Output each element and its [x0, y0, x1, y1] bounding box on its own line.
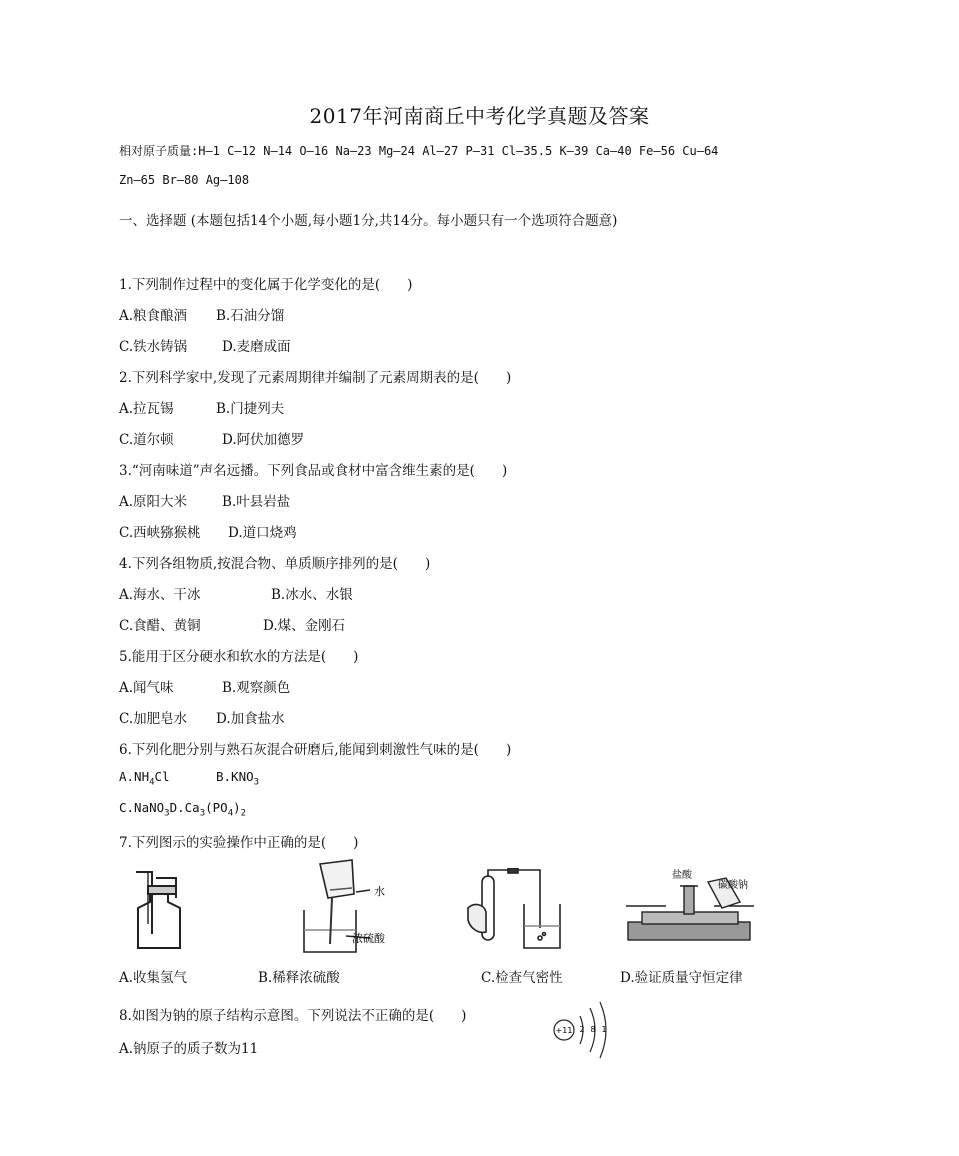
page-title: 2017年河南商丘中考化学真题及答案: [309, 104, 650, 128]
question-5-options-cd: [119, 707, 285, 727]
figure-c-caption: C.检查气密性: [481, 970, 563, 986]
option-d: D.煤、金刚石: [263, 618, 346, 634]
shell-1-count: 2: [579, 1025, 585, 1034]
option-d: $D.Ca_3(PO_4)_2$: [169, 800, 247, 819]
atomic-mass-line-2: Zn—65 Br—80 Ag—108: [119, 173, 250, 187]
dilute-acid-figure: [290, 858, 400, 958]
option-c: C.加肥皂水: [119, 711, 188, 727]
option-c: C.道尔顿: [119, 432, 174, 448]
option-d: D.加食盐水: [216, 711, 285, 727]
question-2-options-ab: [119, 397, 284, 417]
figure-a-caption: A.收集氢气: [119, 970, 188, 986]
question-2-options-cd: [119, 428, 304, 448]
option-d: D.阿伏加德罗: [222, 432, 305, 448]
option-d: D.麦磨成面: [222, 339, 291, 355]
option-a: A.闻气味: [119, 680, 174, 696]
question-3-stem: 3.“河南味道”声名远播。下列食品或食材中富含维生素的是( ): [119, 463, 508, 479]
option-d: D.道口烧鸡: [228, 525, 297, 541]
option-b: B.叶县岩盐: [222, 494, 291, 510]
question-8-option-a: A.钠原子的质子数为11: [119, 1041, 259, 1057]
hcl-label: 盐酸: [672, 870, 692, 881]
option-a: A.海水、干冰: [119, 587, 201, 603]
question-1-options-ab: [119, 304, 284, 324]
option-c: C.食醋、黄铜: [119, 618, 201, 634]
na2co3-label: 碳酸钠: [718, 880, 748, 891]
option-b: B.观察颜色: [222, 680, 291, 696]
option-c: C.NaNO$_3$: [119, 800, 170, 819]
question-8-stem: 8.如图为钠的原子结构示意图。下列说法不正确的是( ): [119, 1008, 467, 1024]
question-5-options-ab: [119, 676, 290, 696]
question-4-stem: 4.下列各组物质,按混合物、单质顺序排列的是( ): [119, 556, 431, 572]
option-c: C.西峡猕猴桃: [119, 525, 201, 541]
option-a: A.粮食酿酒: [119, 308, 188, 324]
question-6-options-cd: [119, 800, 246, 819]
option-a: $A.NH_4Cl$: [119, 769, 170, 788]
conc-acid-label: 浓硫酸: [352, 932, 385, 945]
option-c: C.铁水铸锅: [119, 339, 188, 355]
question-6-stem: 6.下列化肥分别与熟石灰混合研磨后,能闻到刺激性气味的是( ): [119, 742, 512, 758]
question-1-options-cd: [119, 335, 291, 355]
balance-figure: [622, 866, 762, 946]
water-label: 水: [374, 885, 385, 898]
figure-b-caption: B.稀释浓硫酸: [258, 970, 340, 986]
shell-3-count: 1: [601, 1025, 607, 1034]
sodium-atom-diagram: [552, 1000, 612, 1062]
section-heading: 一、选择题 (本题包括14个小题,每小题1分,共14分。每小题只有一个选项符合题意): [119, 213, 618, 229]
figure-d-caption: D.验证质量守恒定律: [620, 970, 743, 986]
nucleus-label: +11: [555, 1026, 573, 1035]
option-b: B.石油分馏: [216, 308, 285, 324]
option-b: B.冰水、水银: [271, 587, 353, 603]
question-5-stem: 5.能用于区分硬水和软水的方法是( ): [119, 649, 359, 665]
question-1-stem: 1.下列制作过程中的变化属于化学变化的是( ): [119, 277, 413, 293]
question-3-options-cd: [119, 521, 297, 541]
shell-2-count: 8: [590, 1025, 596, 1034]
option-b: $B.KNO_3$: [216, 769, 260, 788]
atomic-mass-line-1: 相对原子质量:H—1 C—12 N—14 O—16 Na—23 Mg—24 Al—27 P—31 Cl—35.5 K—39 Ca—40 Fe—56 Cu—64: [119, 144, 719, 158]
question-4-options-ab: [119, 583, 353, 603]
option-b: B.门捷列夫: [216, 401, 285, 417]
question-6-options-ab: [119, 769, 259, 788]
question-7-stem: 7.下列图示的实验操作中正确的是( ): [119, 835, 359, 851]
gas-collection-bottle-figure: [128, 868, 188, 952]
question-4-options-cd: [119, 614, 345, 634]
option-a: A.拉瓦锡: [119, 401, 174, 417]
option-a: A.原阳大米: [119, 494, 188, 510]
question-3-options-ab: [119, 490, 290, 510]
air-tightness-figure: [464, 868, 564, 954]
question-2-stem: 2.下列科学家中,发现了元素周期律并编制了元素周期表的是( ): [119, 370, 512, 386]
